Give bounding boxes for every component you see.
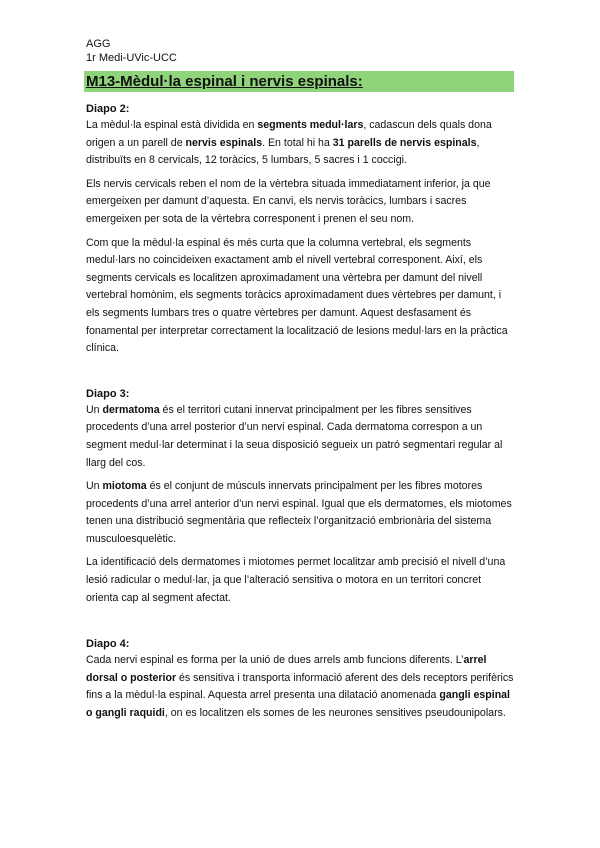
section-heading: Diapo 4: — [86, 638, 130, 651]
paragraph: La mèdul·la espinal està dividida en segments medul·lars, cadascun dels quals dona origen a un parell de nervis espinals. En total hi ha 31 parells de nervis espinals, distribuïts en 8 cervicals, 12 toràcics, 5 lumbars, 5 sacres i 1 coccigi. — [86, 119, 492, 167]
document-body — [86, 102, 516, 753]
paragraph: Un miotoma és el conjunt de músculs innervats principalment per les fibres motores procedents d’una arrel anterior d’un nervi espinal. Igual que els dermatomes, els miotomes tenen una distribució segmentària que reflecteix l’organització embrionària del sistema musculoesquelètic. — [86, 480, 512, 545]
section-diapo-2 — [86, 102, 516, 358]
paragraph: Cada nervi espinal es forma per la unió de dues arrels amb funcions diferents. L’arrel dorsal o posterior és sensitiva i transporta informació aferent des dels receptors perifèrics fins a la mèdul·la espinal. Aquesta arrel presenta una dilatació anomenada gangli espinal o gangli raquidi, on es localitzen els somes de les neurones sensitives pseudounipolars. — [86, 654, 514, 720]
section-diapo-3 — [86, 387, 516, 608]
paragraph: Un dermatoma és el territori cutani innervat principalment per les fibres sensitives procedents d’una arrel posterior d’un nervi espinal. Cada dermatoma correspon a un segment medul·lar determinat i la seua disposició segueix un patró segmentari regular al llarg del cos. — [86, 403, 503, 469]
section-diapo-4 — [86, 637, 516, 722]
author-initials: AGG — [86, 38, 111, 50]
paragraph: Els nervis cervicals reben el nom de la vèrtebra situada immediatament inferior, ja que emergeixen per damunt d’aquesta. En canvi, els nervis toràcics, lumbars i sacres emergeixen per sota de la vèrtebra corresponent i prenen el seu nom. — [86, 177, 491, 225]
section-heading: Diapo 2: — [86, 103, 130, 115]
paragraph: Com que la mèdul·la espinal és més curta que la columna vertebral, els segments medul·lars no coincideixen exactament amb el nivell vertebral corresponent. Així, els segments cervicals es localitzen aproximadament una vèrtebra per damunt del nivell vertebral homònim, els segments toràcics aproximadament dues vèrtebres per damunt, i els segments lumbars tres o quatre vèrtebres per damunt. Aquest desfasament és fonamental per interpretar correctament la localització de lesions medul·lars en la pràctica clínica. — [86, 236, 508, 355]
title-highlight — [84, 71, 514, 92]
section-heading: Diapo 3: — [86, 387, 130, 400]
course-label: 1r Medi-UVic-UCC — [86, 52, 177, 64]
document-title: M13-Mèdul·la espinal i nervis espinals: — [86, 73, 363, 90]
document-header — [86, 37, 177, 65]
paragraph: La identificació dels dermatomes i miotomes permet localitzar amb precisió el nivell d’una lesió radicular o medul·lar, ja que l’alteració sensitiva o motora en un territori concret orienta cap al segment afectat. — [86, 556, 506, 604]
